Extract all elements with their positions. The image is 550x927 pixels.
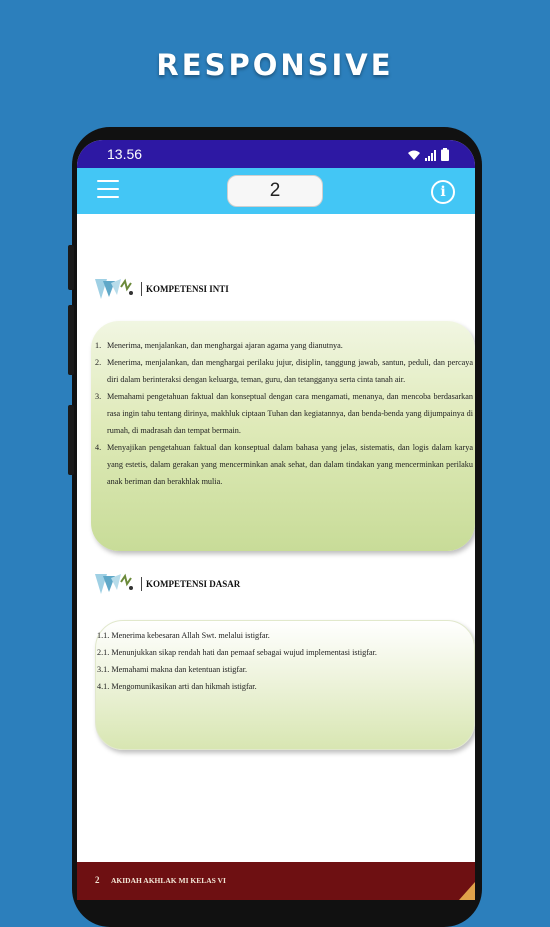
kompetensi-inti-list bbox=[95, 337, 473, 490]
signal-icon bbox=[425, 150, 437, 161]
list-item: 2. Menerima, menjalankan, dan menghargai perilaku jujur, disiplin, tanggung jawab, santun, peduli, dan percaya diri dalam berinteraksi dengan keluarga, teman, guru, dan tetangganya serta cinta tanah air. bbox=[95, 358, 473, 384]
footer-book-title: AKIDAH AKHLAK MI KELAS VI bbox=[111, 876, 226, 885]
kompetensi-dasar-title: KOMPETENSI DASAR bbox=[141, 577, 240, 591]
kompetensi-inti-header bbox=[95, 277, 229, 301]
list-item: 4. Menyajikan pengetahuan faktual dan konseptual dalam bahasa yang jelas, sistematis, dan logis dalam karya yang estetis, dalam gerakan yang mencerminkan anak sehat, dan dalam tindakan yang mencerminkan perilaku anak beriman dan berakhlak mulia. bbox=[95, 443, 473, 486]
status-bar bbox=[77, 140, 475, 168]
page-number-input[interactable] bbox=[227, 175, 323, 207]
document-page bbox=[77, 214, 475, 900]
page-footer bbox=[77, 862, 475, 900]
promo-headline: RESPONSIVE bbox=[156, 48, 394, 82]
list-item: 1. Menerima, menjalankan, dan menghargai ajaran agama yang dianutnya. bbox=[95, 341, 343, 350]
footer-page-number: 2 bbox=[95, 875, 100, 885]
kompetensi-dasar-list bbox=[97, 627, 467, 695]
section-logo-icon bbox=[95, 572, 135, 596]
list-item: 2.1. Menunjukkan sikap rendah hati dan pemaaf sebagai wujud implementasi istigfar. bbox=[97, 648, 377, 657]
phone-screen bbox=[77, 140, 475, 900]
list-item: 3.1. Memahami makna dan ketentuan istigfar. bbox=[97, 665, 248, 674]
list-item: 3. Memahami pengetahuan faktual dan konseptual dengan cara mengamati, menanya, dan mencoba berdasarkan rasa ingin tahu tentang dirinya, makhluk ciptaan Tuhan dan kegiatannya, dan benda-benda yang dijumpainya di rumah, di madrasah dan tempat bermain. bbox=[95, 392, 473, 435]
wifi-icon bbox=[407, 150, 421, 161]
kompetensi-dasar-header bbox=[95, 572, 240, 596]
phone-side-button bbox=[68, 405, 74, 475]
footer-corner-decoration bbox=[459, 882, 475, 900]
app-bar bbox=[77, 168, 475, 214]
status-icons bbox=[407, 148, 449, 161]
phone-side-button bbox=[68, 305, 74, 375]
phone-side-button bbox=[68, 245, 74, 290]
info-icon[interactable]: i bbox=[431, 180, 455, 204]
kompetensi-inti-title: KOMPETENSI INTI bbox=[141, 282, 229, 296]
section-logo-icon bbox=[95, 277, 135, 301]
hamburger-menu-icon[interactable] bbox=[97, 180, 119, 202]
status-time: 13.56 bbox=[107, 146, 143, 162]
battery-icon bbox=[441, 148, 449, 161]
list-item: 1.1. Menerima kebesaran Allah Swt. melalui istigfar. bbox=[97, 631, 270, 640]
list-item: 4.1. Mengomunikasikan arti dan hikmah istigfar. bbox=[97, 682, 257, 691]
